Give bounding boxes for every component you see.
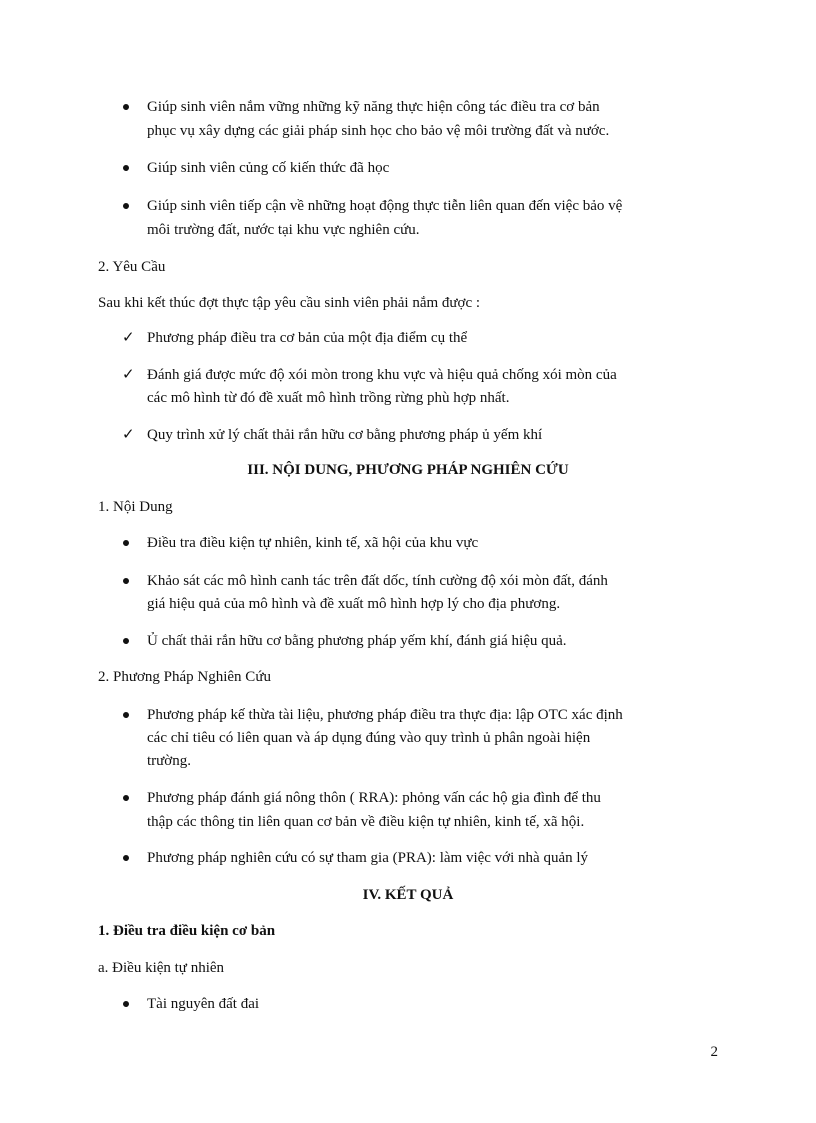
method-item-1-line-2: các chỉ tiêu có liên quan và áp dụng đúng vào quy trình ủ phân ngoài hiện <box>147 730 591 746</box>
requirements-intro: Sau khi kết thúc đợt thực tập yêu cầu sinh viên phải nắm được : <box>98 295 481 311</box>
methods-heading: 2. Phương Pháp Nghiên Cứu <box>98 669 271 685</box>
content-item-2-line-1: Khảo sát các mô hình canh tác trên đất dốc, tính cường độ xói mòn đất, đánh <box>147 573 608 589</box>
content-item-2-line-2: giá hiệu quả của mô hình và đề xuất mô hình hợp lý cho địa phương. <box>147 596 561 612</box>
natural-item-1-line-1: Tài nguyên đất đai <box>147 996 260 1012</box>
section-4-title: IV. KẾT QUẢ <box>362 887 454 903</box>
goal-item-1-line-2: phục vụ xây dựng các giải pháp sinh học cho bảo vệ môi trường đất và nước. <box>147 123 610 139</box>
content-heading: 1. Nội Dung <box>98 499 173 515</box>
goal-item-3-line-2: môi trường đất, nước tại khu vực nghiên cứu. <box>147 222 420 238</box>
bullet-icon <box>123 165 129 171</box>
section-3-title: III. NỘI DUNG, PHƯƠNG PHÁP NGHIÊN CỨU <box>247 462 569 478</box>
method-item-2-line-1: Phương pháp đánh giá nông thôn ( RRA): phỏng vấn các hộ gia đình để thu <box>147 790 601 806</box>
content-item-1-line-1: Điều tra điều kiện tự nhiên, kinh tế, xã hội của khu vực <box>147 535 479 551</box>
goal-item-2-line-1: Giúp sinh viên củng cố kiến thức đã học <box>147 160 390 176</box>
requirement-item-3-line-1: Quy trình xử lý chất thải rắn hữu cơ bằng phương pháp ủ yếm khí <box>147 427 543 443</box>
results-heading: 1. Điều tra điều kiện cơ bản <box>98 923 276 939</box>
goal-item-1-line-1: Giúp sinh viên nắm vững những kỹ năng thực hiện công tác điều tra cơ bản <box>147 99 600 115</box>
bullet-icon <box>123 795 129 801</box>
page-number: 2 <box>710 1044 718 1060</box>
method-item-1-line-1: Phương pháp kế thừa tài liệu, phương pháp điều tra thực địa: lập OTC xác định <box>147 707 623 723</box>
bullet-icon <box>123 1001 129 1007</box>
requirement-item-2-line-1: Đánh giá được mức độ xói mòn trong khu vực và hiệu quả chống xói mòn của <box>147 367 617 383</box>
requirement-item-1-line-1: Phương pháp điều tra cơ bản của một địa điểm cụ thể <box>147 330 468 346</box>
bullet-icon <box>123 578 129 584</box>
method-item-2-line-2: thập các thông tin liên quan cơ bản về điều kiện tự nhiên, kinh tế, xã hội. <box>147 814 585 830</box>
method-item-3-line-1: Phương pháp nghiên cứu có sự tham gia (PRA): làm việc với nhà quản lý <box>147 850 589 866</box>
goal-item-3-line-1: Giúp sinh viên tiếp cận về những hoạt động thực tiễn liên quan đến việc bảo vệ <box>147 198 623 214</box>
checkmark-icon: ✓ <box>122 365 135 383</box>
checkmark-icon: ✓ <box>122 425 135 443</box>
requirements-heading: 2. Yêu Cầu <box>98 259 166 275</box>
bullet-icon <box>123 712 129 718</box>
method-item-1-line-3: trường. <box>147 753 191 769</box>
bullet-icon <box>123 855 129 861</box>
content-item-3-line-1: Ủ chất thải rắn hữu cơ bằng phương pháp yếm khí, đánh giá hiệu quả. <box>147 633 567 649</box>
checkmark-icon: ✓ <box>122 328 135 346</box>
natural-conditions-heading: a. Điều kiện tự nhiên <box>98 960 225 976</box>
bullet-icon <box>123 203 129 209</box>
bullet-icon <box>123 540 129 546</box>
bullet-icon <box>123 638 129 644</box>
bullet-icon <box>123 104 129 110</box>
requirement-item-2-line-2: các mô hình từ đó đề xuất mô hình trồng rừng phù hợp nhất. <box>147 390 510 406</box>
